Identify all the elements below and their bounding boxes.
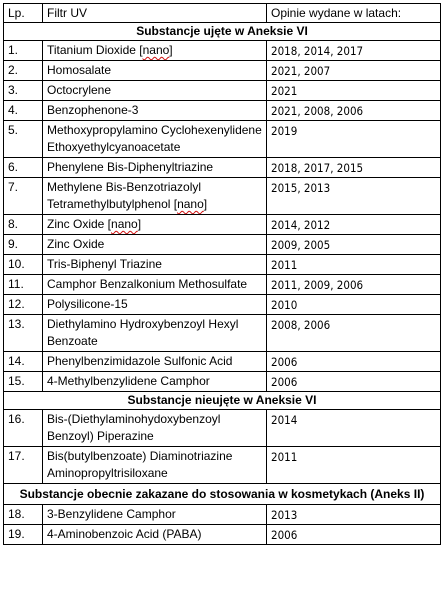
row-number: 17. [4, 447, 43, 484]
row-number: 5. [4, 121, 43, 158]
uv-filter-name: Bis-(Diethylaminohydoxybenzoyl Benzoyl) Piperazine [43, 410, 267, 447]
uv-filter-name: 4-Aminobenzoic Acid (PABA) [43, 525, 267, 545]
opinion-years: 2015, 2013 [267, 178, 441, 215]
row-number: 16. [4, 410, 43, 447]
uv-filter-name: Diethylamino Hydroxybenzoyl Hexyl Benzoate [43, 315, 267, 352]
table-row [4, 447, 441, 484]
opinion-years: 2008, 2006 [267, 315, 441, 352]
spellcheck-underline: nano [142, 43, 170, 57]
row-number: 15. [4, 372, 43, 392]
header-filter: Filtr UV [43, 4, 267, 23]
row-number: 19. [4, 525, 43, 545]
opinion-years: 2011, 2009, 2006 [267, 275, 441, 295]
row-number: 7. [4, 178, 43, 215]
table-row [4, 372, 441, 392]
uv-filter-name: Homosalate [43, 61, 267, 81]
uv-filter-name: Polysilicone-15 [43, 295, 267, 315]
uv-filter-name: Benzophenone-3 [43, 101, 267, 121]
table-row [4, 410, 441, 447]
opinion-years: 2010 [267, 295, 441, 315]
opinion-years: 2006 [267, 352, 441, 372]
table-row [4, 315, 441, 352]
uv-filter-name: 4-Methylbenzylidene Camphor [43, 372, 267, 392]
table-row [4, 178, 441, 215]
table-row [4, 101, 441, 121]
table-row [4, 235, 441, 255]
row-number: 1. [4, 41, 43, 61]
opinion-years: 2013 [267, 505, 441, 525]
uv-filter-name: Octocrylene [43, 81, 267, 101]
opinion-years: 2011 [267, 255, 441, 275]
uv-filter-name: Phenylbenzimidazole Sulfonic Acid [43, 352, 267, 372]
uv-filters-table-body [4, 4, 441, 545]
opinion-years: 2006 [267, 372, 441, 392]
header-num: Lp. [4, 4, 43, 23]
row-number: 2. [4, 61, 43, 81]
row-number: 12. [4, 295, 43, 315]
spellcheck-underline: nano [177, 197, 204, 211]
section-title: Substancje nieujęte w Aneksie VI [4, 392, 441, 410]
table-row [4, 158, 441, 178]
section-header-row [4, 484, 441, 505]
uv-filter-name: Phenylene Bis-Diphenyltriazine [43, 158, 267, 178]
table-row [4, 295, 441, 315]
uv-filter-name: Titanium Dioxide [nano] [43, 41, 267, 61]
table-row [4, 61, 441, 81]
row-number: 9. [4, 235, 43, 255]
table-row [4, 505, 441, 525]
section-header-row [4, 392, 441, 410]
header-opinions: Opinie wydane w latach: [267, 4, 441, 23]
row-number: 18. [4, 505, 43, 525]
opinion-years: 2021, 2008, 2006 [267, 101, 441, 121]
section-title: Substancje obecnie zakazane do stosowania w kosmetykach (Aneks II) [4, 484, 441, 505]
row-number: 8. [4, 215, 43, 235]
table-row [4, 352, 441, 372]
uv-filter-name: Tris-Biphenyl Triazine [43, 255, 267, 275]
opinion-years: 2021 [267, 81, 441, 101]
uv-filters-table [3, 3, 441, 545]
opinion-years: 2011 [267, 447, 441, 484]
table-row [4, 41, 441, 61]
row-number: 4. [4, 101, 43, 121]
uv-filter-name: 3-Benzylidene Camphor [43, 505, 267, 525]
uv-filter-name: Zinc Oxide [43, 235, 267, 255]
opinion-years: 2019 [267, 121, 441, 158]
opinion-years: 2021, 2007 [267, 61, 441, 81]
table-row [4, 255, 441, 275]
table-row [4, 121, 441, 158]
uv-filter-name: Bis(butylbenzoate) Diaminotriazine Aminopropyltrisiloxane [43, 447, 267, 484]
row-number: 13. [4, 315, 43, 352]
uv-filter-name: Methoxypropylamino Cyclohexenylidene Ethoxyethylcyanoacetate [43, 121, 267, 158]
opinion-years: 2006 [267, 525, 441, 545]
opinion-years: 2009, 2005 [267, 235, 441, 255]
uv-filter-name: Zinc Oxide [nano] [43, 215, 267, 235]
row-number: 11. [4, 275, 43, 295]
row-number: 14. [4, 352, 43, 372]
uv-filter-name: Camphor Benzalkonium Methosulfate [43, 275, 267, 295]
row-number: 3. [4, 81, 43, 101]
section-title: Substancje ujęte w Aneksie VI [4, 23, 441, 41]
opinion-years: 2014, 2012 [267, 215, 441, 235]
table-row [4, 525, 441, 545]
opinion-years: 2018, 2017, 2015 [267, 158, 441, 178]
spellcheck-underline: nano [111, 217, 138, 231]
opinion-years: 2018, 2014, 2017 [267, 41, 441, 61]
table-row [4, 81, 441, 101]
opinion-years: 2014 [267, 410, 441, 447]
table-row [4, 275, 441, 295]
row-number: 10. [4, 255, 43, 275]
row-number: 6. [4, 158, 43, 178]
table-row [4, 215, 441, 235]
section-header-row [4, 23, 441, 41]
table-header-row [4, 4, 441, 23]
uv-filter-name: Methylene Bis-Benzotriazolyl Tetramethylbutylphenol [nano] [43, 178, 267, 215]
